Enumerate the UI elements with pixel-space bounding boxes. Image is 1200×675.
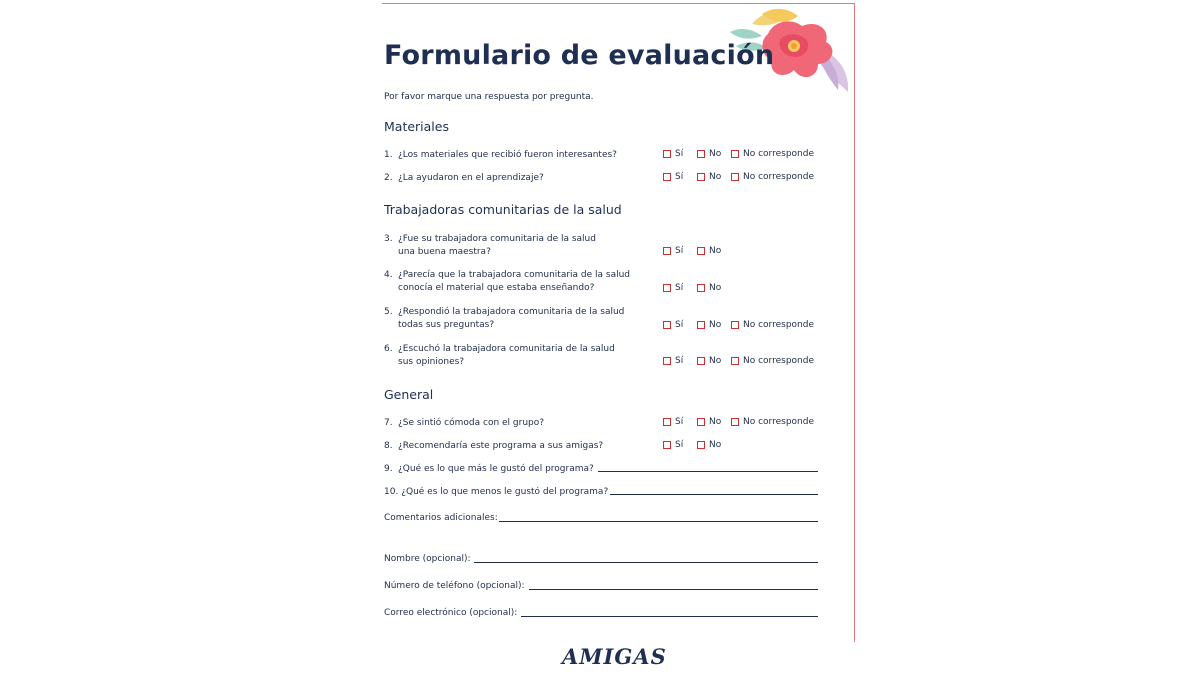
option-label: No (709, 246, 722, 256)
checkbox-not-applicable[interactable] (731, 356, 814, 366)
checkbox-icon (697, 247, 705, 255)
question-1 (384, 149, 617, 162)
checkbox-icon (697, 150, 705, 158)
checkbox-yes[interactable] (663, 440, 683, 450)
question-10 (384, 486, 608, 499)
question-text: ¿La ayudaron en el aprendizaje? (398, 173, 544, 183)
page-title: Formulario de evaluación (384, 40, 775, 71)
checkbox-no[interactable] (697, 172, 721, 182)
answer-line-10[interactable] (610, 494, 818, 495)
checkbox-icon (663, 418, 671, 426)
checkbox-icon (663, 247, 671, 255)
checkbox-icon (731, 321, 739, 329)
checkbox-yes[interactable] (663, 246, 683, 256)
instructions-text: Por favor marque una respuesta por pregunta. (384, 92, 594, 102)
option-label: Sí (675, 440, 684, 450)
question-3 (384, 233, 596, 259)
option-label: Sí (675, 320, 684, 330)
question-number: 2. (384, 173, 393, 183)
checkbox-icon (663, 173, 671, 181)
checkbox-icon (663, 150, 671, 158)
checkbox-icon (663, 357, 671, 365)
checkbox-icon (697, 284, 705, 292)
checkbox-not-applicable[interactable] (731, 172, 814, 182)
section-heading-materials: Materiales (384, 119, 449, 134)
checkbox-icon (697, 173, 705, 181)
checkbox-yes[interactable] (663, 320, 683, 330)
question-text-continued: todas sus preguntas? (398, 320, 495, 330)
checkbox-yes[interactable] (663, 356, 683, 366)
question-number: 6. (384, 344, 393, 354)
checkbox-icon (731, 418, 739, 426)
checkbox-no[interactable] (697, 246, 721, 256)
phone-label: Número de teléfono (opcional): (384, 581, 525, 591)
question-text: ¿Los materiales que recibió fueron interesantes? (398, 150, 617, 160)
option-label: No (709, 417, 722, 427)
checkbox-yes[interactable] (663, 172, 683, 182)
section-heading-general: General (384, 387, 434, 402)
checkbox-yes[interactable] (663, 417, 683, 427)
option-label: No corresponde (743, 417, 814, 427)
option-label: No (709, 356, 722, 366)
section-heading-workers: Trabajadoras comunitarias de la salud (384, 202, 622, 217)
option-label: No corresponde (743, 149, 814, 159)
question-text-continued: sus opiniones? (398, 357, 465, 367)
question-number: 7. (384, 418, 393, 428)
checkbox-yes[interactable] (663, 149, 683, 159)
option-label: No corresponde (743, 320, 814, 330)
question-number: 4. (384, 270, 393, 280)
name-line[interactable] (474, 562, 818, 563)
checkbox-no[interactable] (697, 320, 721, 330)
question-number: 1. (384, 150, 393, 160)
checkbox-not-applicable[interactable] (731, 320, 814, 330)
question-text: ¿Se sintió cómoda con el grupo? (398, 418, 545, 428)
question-text: ¿Escuchó la trabajadora comunitaria de la salud (398, 344, 615, 354)
name-label: Nombre (opcional): (384, 554, 471, 564)
checkbox-icon (663, 284, 671, 292)
checkbox-icon (731, 150, 739, 158)
checkbox-no[interactable] (697, 440, 721, 450)
question-5 (384, 306, 624, 332)
checkbox-icon (697, 418, 705, 426)
option-label: Sí (675, 356, 684, 366)
option-label: No (709, 172, 722, 182)
question-number: 3. (384, 234, 393, 244)
question-text: ¿Respondió la trabajadora comunitaria de la salud (398, 307, 625, 317)
question-number: 8. (384, 441, 393, 451)
question-text: ¿Fue su trabajadora comunitaria de la salud (398, 234, 596, 244)
checkbox-icon (731, 173, 739, 181)
checkbox-no[interactable] (697, 149, 721, 159)
checkbox-no[interactable] (697, 283, 721, 293)
email-label: Correo electrónico (opcional): (384, 608, 518, 618)
option-label: No (709, 283, 722, 293)
question-4 (384, 269, 630, 295)
checkbox-yes[interactable] (663, 283, 683, 293)
checkbox-not-applicable[interactable] (731, 149, 814, 159)
question-text-continued: conocía el material que estaba enseñando? (398, 283, 595, 293)
option-label: Sí (675, 417, 684, 427)
question-number: 9. (384, 464, 393, 474)
option-label: Sí (675, 149, 684, 159)
checkbox-no[interactable] (697, 356, 721, 366)
checkbox-no[interactable] (697, 417, 721, 427)
checkbox-icon (731, 357, 739, 365)
option-label: Sí (675, 246, 684, 256)
comments-line[interactable] (499, 521, 818, 522)
question-text: ¿Parecía que la trabajadora comunitaria de la salud (398, 270, 631, 280)
checkbox-icon (663, 321, 671, 329)
question-number: 10. (384, 487, 399, 497)
question-8 (384, 440, 603, 453)
option-label: Sí (675, 172, 684, 182)
checkbox-icon (663, 441, 671, 449)
checkbox-icon (697, 357, 705, 365)
option-label: No (709, 320, 722, 330)
phone-line[interactable] (529, 589, 818, 590)
option-label: No (709, 149, 722, 159)
question-text: ¿Qué es lo que más le gustó del programa? (398, 464, 594, 474)
question-2 (384, 172, 544, 185)
option-label: No (709, 440, 722, 450)
option-label: No corresponde (743, 172, 814, 182)
question-9 (384, 463, 594, 476)
checkbox-icon (697, 321, 705, 329)
answer-line-9[interactable] (598, 471, 818, 472)
checkbox-icon (697, 441, 705, 449)
option-label: Sí (675, 283, 684, 293)
question-text: ¿Qué es lo que menos le gustó del programa? (401, 487, 609, 497)
option-label: No corresponde (743, 356, 814, 366)
comments-label: Comentarios adicionales: (384, 513, 498, 523)
question-7 (384, 417, 544, 430)
email-line[interactable] (521, 616, 818, 617)
question-text-continued: una buena maestra? (398, 247, 491, 257)
question-6 (384, 343, 615, 369)
checkbox-not-applicable[interactable] (731, 417, 814, 427)
question-text: ¿Recomendaría este programa a sus amigas? (398, 441, 604, 451)
question-number: 5. (384, 307, 393, 317)
brand-logo: AMIGAS (562, 644, 667, 669)
